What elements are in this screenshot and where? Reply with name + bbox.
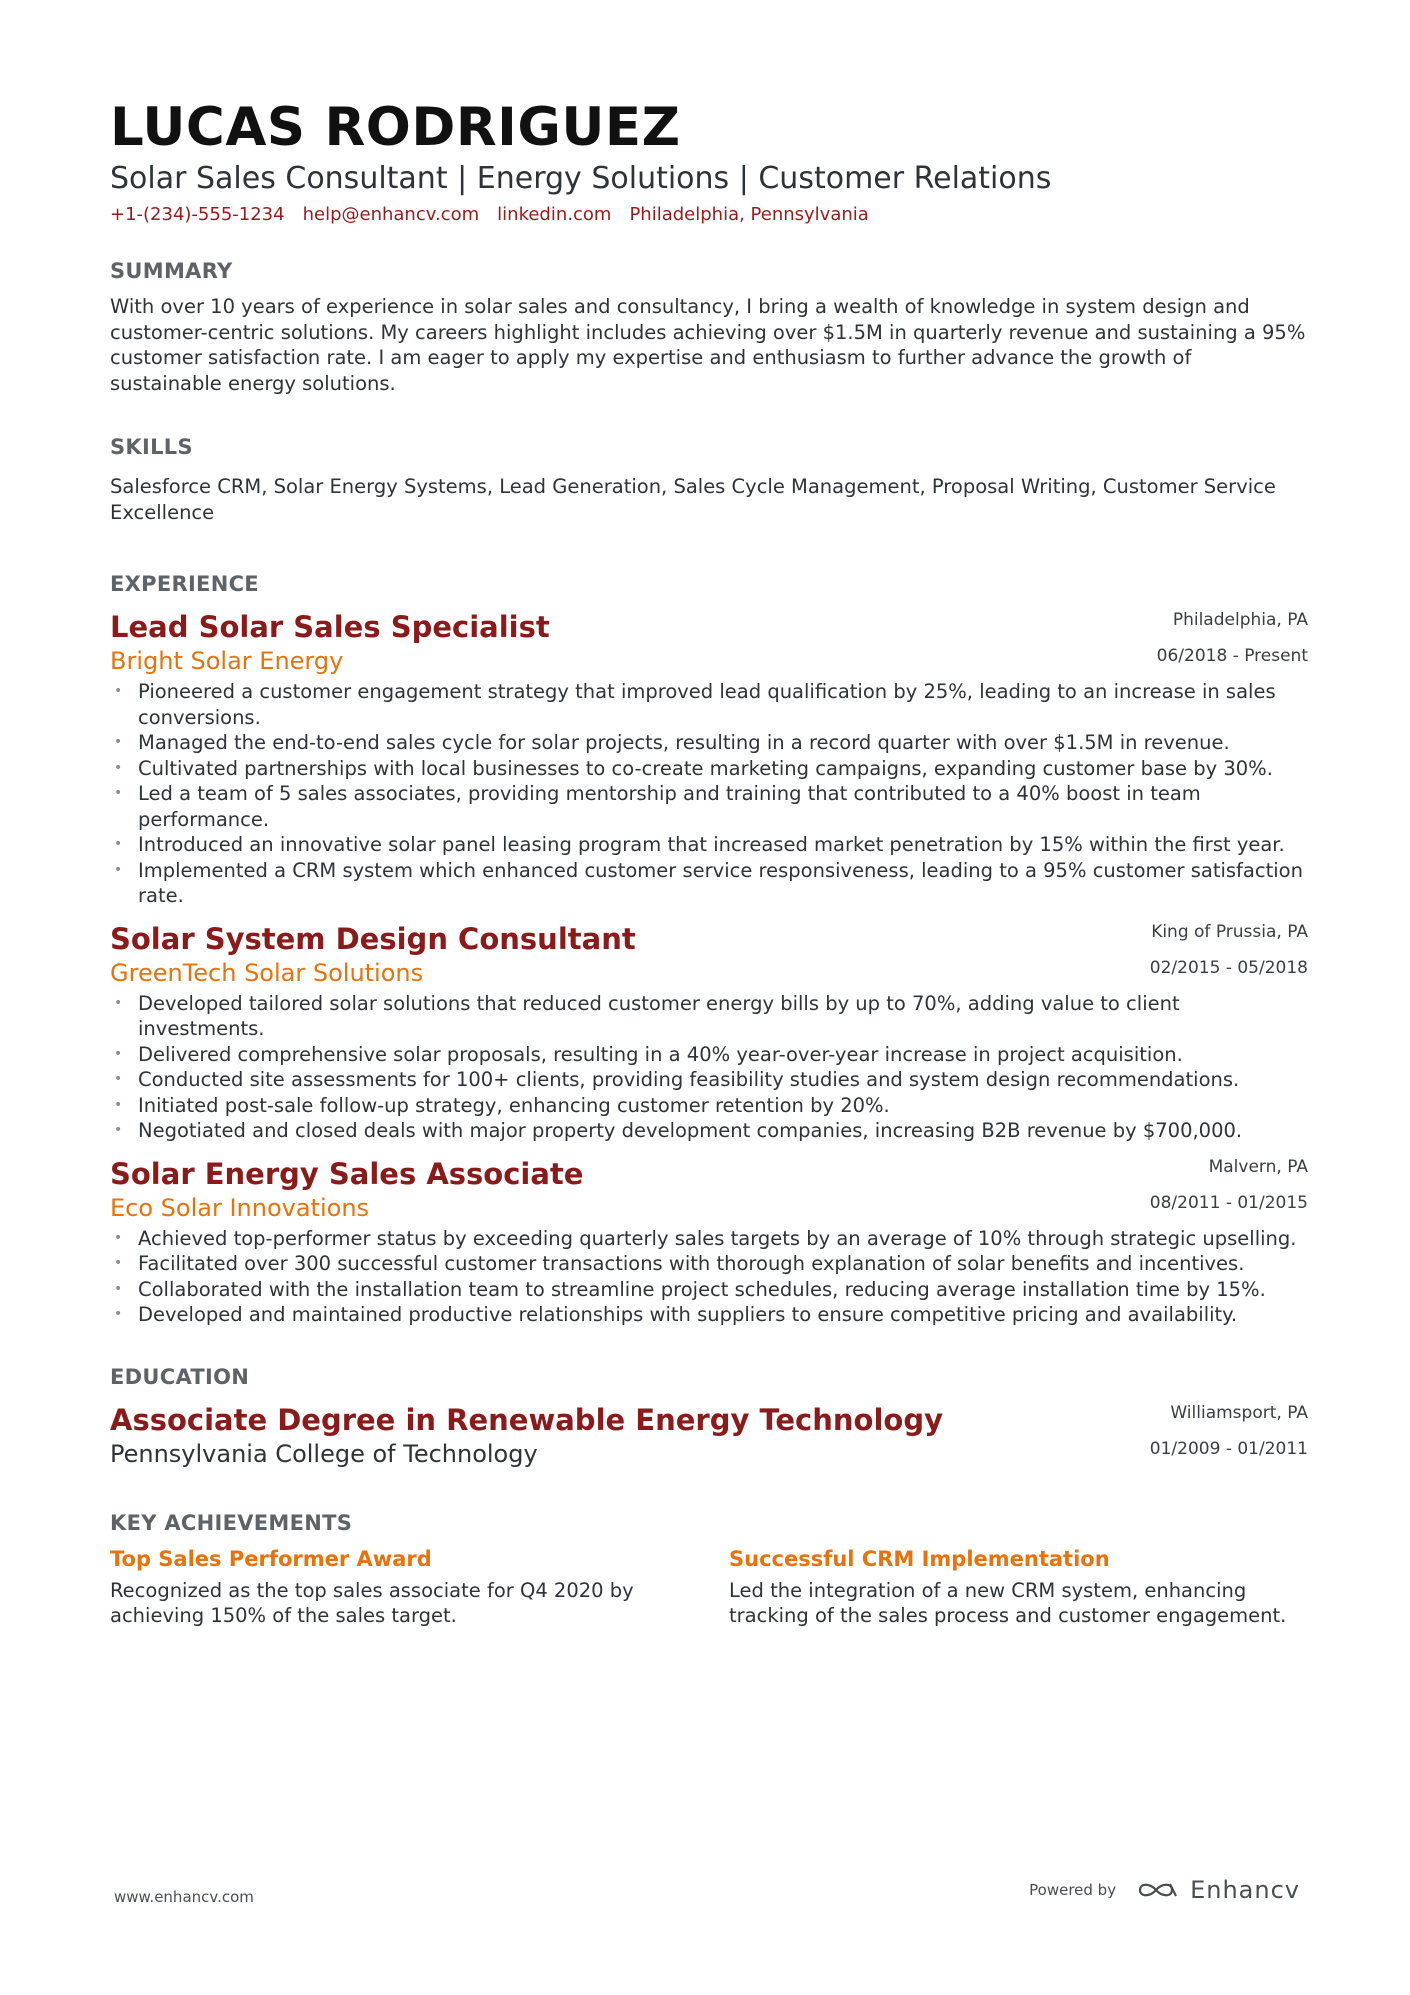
achievements-section (110, 1508, 1308, 1629)
education-dates: 01/2009 - 01/2011 (1149, 1438, 1308, 1459)
experience-location: Philadelphia, PA (1172, 610, 1308, 630)
experience-bullets (110, 679, 1308, 909)
brand-name: Enhancv (1190, 1876, 1300, 1904)
email[interactable]: help@enhancv.com (302, 204, 480, 225)
achievement-text: Recognized as the top sales associate for Q4 2020 by achieving 150% of the sales target. (110, 1578, 634, 1627)
achievements-grid (110, 1544, 1308, 1629)
experience-section (110, 569, 1308, 1328)
list-item: • Implemented a CRM system which enhanced customer service responsiveness, leading to a 95% customer satisfaction rate. (110, 858, 1308, 909)
company-name: Bright Solar Energy (110, 647, 344, 675)
list-item: • Facilitated over 300 successful customer transactions with thorough explanation of solar benefits and incentives. (110, 1251, 1308, 1277)
list-item: • Cultivated partnerships with local businesses to co-create marketing campaigns, expanding customer base by 30%. (110, 756, 1308, 782)
experience-dates: 08/2011 - 01/2015 (1149, 1192, 1308, 1213)
list-item: • Developed and maintained productive relationships with suppliers to ensure competitive pricing and availability. (110, 1302, 1308, 1328)
achievement-title: Successful CRM Implementation (729, 1546, 1110, 1571)
job-title: Solar Energy Sales Associate (110, 1156, 584, 1191)
list-item: • Conducted site assessments for 100+ clients, providing feasibility studies and system design recommendations. (110, 1067, 1308, 1093)
candidate-name: LUCAS RODRIGUEZ (110, 97, 681, 158)
list-item: • Delivered comprehensive solar proposals, resulting in a 40% year-over-year increase in project acquisition. (110, 1042, 1308, 1068)
summary-title: SUMMARY (110, 259, 233, 283)
resume-page (110, 96, 1308, 1629)
list-item: • Introduced an innovative solar panel leasing program that increased market penetration by 15% within the first year. (110, 832, 1308, 858)
list-item: • Achieved top-performer status by exceeding quarterly sales targets by an average of 10% through strategic upselling. (110, 1226, 1308, 1252)
achievement-title: Top Sales Performer Award (110, 1546, 432, 1571)
list-item: • Pioneered a customer engagement strategy that improved lead qualification by 25%, leading to an increase in sales conversions. (110, 679, 1308, 730)
list-item: • Negotiated and closed deals with major property development companies, increasing B2B revenue by $700,000. (110, 1118, 1308, 1144)
school-name: Pennsylvania College of Technology (110, 1439, 538, 1468)
company-name: Eco Solar Innovations (110, 1193, 370, 1222)
phone[interactable]: +1-(234)-555-1234 (110, 204, 285, 225)
location: Philadelphia, Pennsylvania (629, 204, 869, 225)
summary-section (110, 256, 1308, 396)
list-item: • Initiated post-sale follow-up strategy, enhancing customer retention by 20%. (110, 1093, 1308, 1119)
job-title: Solar System Design Consultant (110, 921, 636, 956)
degree-title: Associate Degree in Renewable Energy Technology (110, 1402, 943, 1437)
powered-by-label: Powered by (1029, 1881, 1117, 1899)
list-item: • Collaborated with the installation team to streamline project schedules, reducing average installation time by 15%. (110, 1277, 1308, 1303)
experience-title: EXPERIENCE (110, 572, 259, 596)
experience-item (110, 1156, 1308, 1328)
enhancv-logo-icon (1136, 1878, 1180, 1902)
achievements-title: KEY ACHIEVEMENTS (110, 1510, 353, 1535)
achievement-item (110, 1544, 689, 1629)
footer-branding (1029, 1876, 1300, 1904)
experience-item (110, 609, 1308, 909)
achievement-text: Led the integration of a new CRM system, enhancing tracking of the sales process and customer engagement. (729, 1578, 1287, 1627)
contact-info (110, 202, 1308, 228)
experience-dates: 06/2018 - Present (1156, 646, 1308, 666)
education-title: EDUCATION (110, 1364, 250, 1389)
list-item: • Led a team of 5 sales associates, providing mentorship and training that contributed to a 40% boost in team performance. (110, 781, 1308, 832)
company-name: GreenTech Solar Solutions (110, 958, 424, 987)
education-section (110, 1362, 1308, 1470)
list-item: • Developed tailored solar solutions that reduced customer energy bills by up to 70%, adding value to client investments. (110, 991, 1308, 1042)
summary-text: With over 10 years of experience in solar sales and consultancy, I bring a wealth of knowledge in system design and customer-centric solutions. My careers highlight includes achieving over $1.5M in quarterly revenue and sustaining a 95% customer satisfaction rate. I am eager to apply my expertise and enthusiasm to further advance the growth of sustainable energy solutions. (110, 295, 1306, 395)
enhancv-brand[interactable] (1136, 1876, 1300, 1904)
experience-location: Malvern, PA (1208, 1156, 1308, 1177)
footer-website[interactable]: www.enhancv.com (114, 1888, 254, 1906)
education-item (110, 1402, 1308, 1470)
skills-title: SKILLS (110, 435, 193, 459)
education-location: Williamsport, PA (1170, 1402, 1308, 1423)
candidate-headline: Solar Sales Consultant | Energy Solutions | Customer Relations (110, 161, 1052, 196)
job-title: Lead Solar Sales Specialist (110, 610, 550, 644)
experience-bullets (110, 991, 1308, 1144)
experience-location: King of Prussia, PA (1151, 921, 1308, 942)
achievement-item (729, 1544, 1308, 1629)
experience-item (110, 921, 1308, 1144)
experience-bullets (110, 1226, 1308, 1328)
skills-text: Salesforce CRM, Solar Energy Systems, Lead Generation, Sales Cycle Management, Proposal Writing, Customer Service Excellence (110, 475, 1276, 524)
experience-dates: 02/2015 - 05/2018 (1149, 957, 1308, 978)
skills-section (110, 432, 1308, 525)
list-item: • Managed the end-to-end sales cycle for solar projects, resulting in a record quarter with over $1.5M in revenue. (110, 730, 1308, 756)
linkedin-link[interactable]: linkedin.com (497, 204, 612, 225)
